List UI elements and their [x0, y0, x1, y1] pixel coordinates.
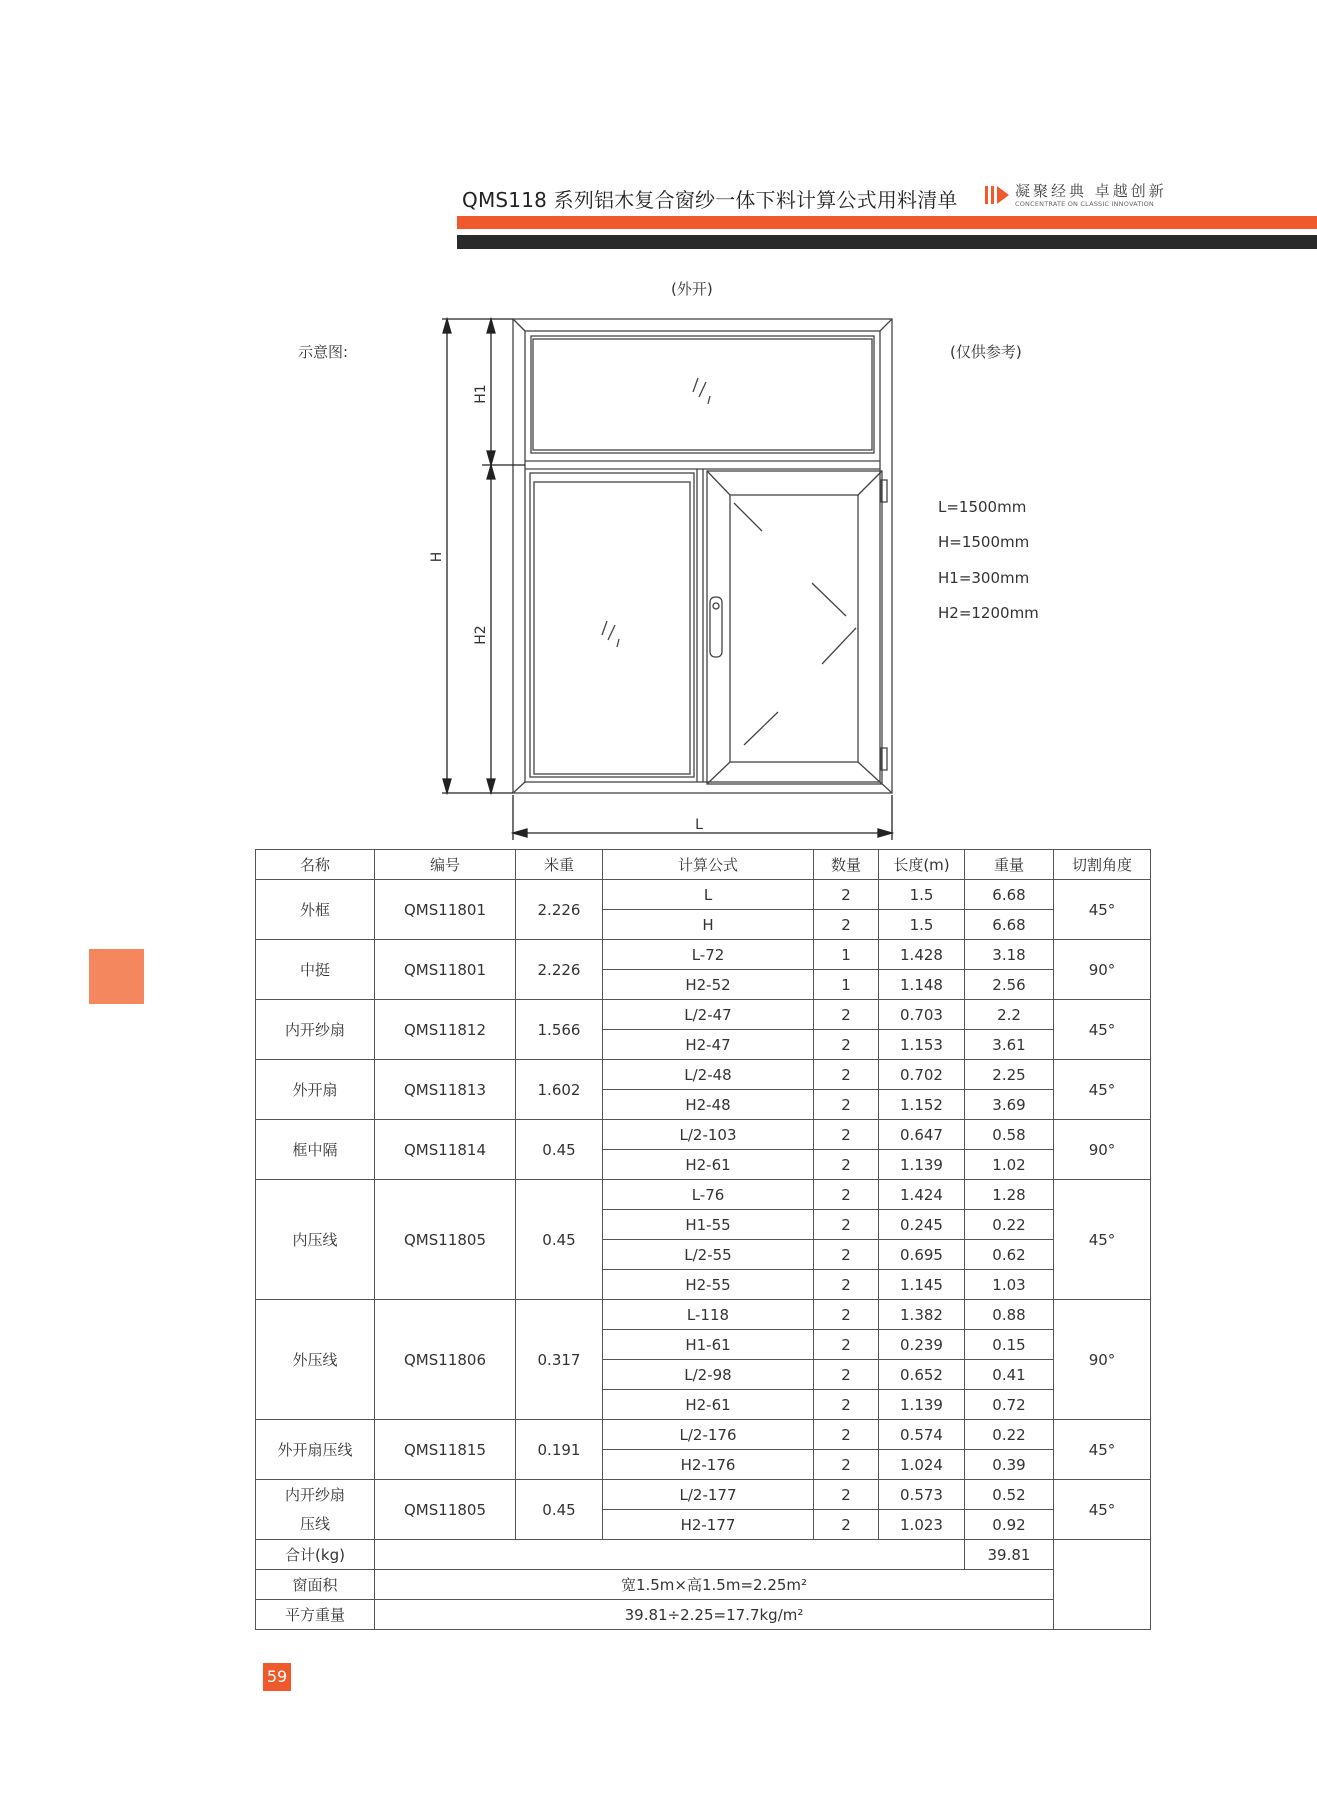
cell-quantity: 2 [814, 1120, 879, 1150]
cell-name: 内压线 [256, 1180, 375, 1300]
cell-cut-angle: 45° [1054, 1180, 1151, 1300]
cell-length: 0.703 [879, 1000, 965, 1030]
cell-cut-angle: 90° [1054, 1300, 1151, 1420]
table-row [256, 1300, 1151, 1330]
cell-quantity: 1 [814, 940, 879, 970]
table-row [256, 1000, 1151, 1030]
cell-cut-angle: 90° [1054, 940, 1151, 1000]
table-row [256, 1420, 1151, 1450]
cell-length: 0.652 [879, 1360, 965, 1390]
cell-weight: 2.25 [965, 1060, 1054, 1090]
cell-quantity: 2 [814, 1330, 879, 1360]
cell-weight: 0.58 [965, 1120, 1054, 1150]
cell-formula: L-72 [603, 940, 814, 970]
cell-meter-weight: 0.45 [516, 1120, 603, 1180]
brand-slogan-cn: 凝聚经典 卓越创新 [1015, 182, 1167, 200]
cell-quantity: 2 [814, 1300, 879, 1330]
cell-quantity: 2 [814, 1360, 879, 1390]
table-row [256, 1180, 1151, 1210]
cell-formula: H2-61 [603, 1150, 814, 1180]
header-length: 长度(m) [879, 850, 965, 880]
cell-quantity: 2 [814, 880, 879, 910]
cell-cut-angle: 45° [1054, 1420, 1151, 1480]
table-row [256, 1480, 1151, 1510]
label-H2: H2 [473, 625, 489, 645]
cell-name: 中挺 [256, 940, 375, 1000]
cell-length: 1.5 [879, 910, 965, 940]
cell-formula: H1-55 [603, 1210, 814, 1240]
cell-length: 0.573 [879, 1480, 965, 1510]
header-formula: 计算公式 [603, 850, 814, 880]
label-H1: H1 [473, 384, 489, 404]
area-row [256, 1570, 1151, 1600]
window-schematic [0, 0, 1317, 860]
cell-weight: 0.62 [965, 1240, 1054, 1270]
cell-quantity: 2 [814, 1510, 879, 1540]
cell-cut-angle: 45° [1054, 1060, 1151, 1120]
cell-weight: 1.03 [965, 1270, 1054, 1300]
cell-quantity: 2 [814, 1270, 879, 1300]
cell-meter-weight: 1.566 [516, 1000, 603, 1060]
cell-length: 1.382 [879, 1300, 965, 1330]
cell-quantity: 2 [814, 1480, 879, 1510]
cell-length: 1.428 [879, 940, 965, 970]
schematic-label: 示意图: [298, 343, 349, 361]
side-color-block [89, 949, 144, 1004]
cell-formula: H2-177 [603, 1510, 814, 1540]
cell-formula: H2-47 [603, 1030, 814, 1060]
cell-name: 内开纱扇 [256, 1000, 375, 1060]
cell-meter-weight: 1.602 [516, 1060, 603, 1120]
cell-quantity: 2 [814, 1030, 879, 1060]
header-meter-weight: 米重 [516, 850, 603, 880]
cell-formula: H2-52 [603, 970, 814, 1000]
cell-quantity: 2 [814, 1240, 879, 1270]
cell-meter-weight: 2.226 [516, 880, 603, 940]
brand-slogan-en: CONCENTRATE ON CLASSIC INNOVATION [1015, 200, 1154, 208]
cell-formula: L/2-176 [603, 1420, 814, 1450]
cell-length: 1.152 [879, 1090, 965, 1120]
cell-weight: 6.68 [965, 880, 1054, 910]
cell-quantity: 1 [814, 970, 879, 1000]
cell-length: 0.695 [879, 1240, 965, 1270]
total-label: 合计(kg) [256, 1540, 375, 1570]
cell-weight: 1.28 [965, 1180, 1054, 1210]
header-name: 名称 [256, 850, 375, 880]
cell-name: 外压线 [256, 1300, 375, 1420]
cell-quantity: 2 [814, 1420, 879, 1450]
cell-quantity: 2 [814, 1390, 879, 1420]
page-number: 59 [263, 1663, 291, 1691]
cell-code: QMS11806 [375, 1300, 516, 1420]
cell-cut-angle: 45° [1054, 880, 1151, 940]
table-header-row [256, 850, 1151, 880]
cell-formula: H1-61 [603, 1330, 814, 1360]
header-code: 编号 [375, 850, 516, 880]
cell-length: 0.647 [879, 1120, 965, 1150]
cell-formula: L/2-47 [603, 1000, 814, 1030]
cell-cut-angle: 45° [1054, 1480, 1151, 1540]
cell-length: 1.424 [879, 1180, 965, 1210]
cell-cut-angle: 90° [1054, 1120, 1151, 1180]
label-H: H [429, 551, 445, 563]
cell-formula: H2-176 [603, 1450, 814, 1480]
area-label: 窗面积 [256, 1570, 375, 1600]
page-title: QMS118 系列铝木复合窗纱一体下料计算公式用料清单 [462, 188, 958, 212]
cell-name: 框中隔 [256, 1120, 375, 1180]
cell-formula: H2-48 [603, 1090, 814, 1120]
cell-weight: 0.39 [965, 1450, 1054, 1480]
cell-weight: 3.18 [965, 940, 1054, 970]
cell-length: 1.153 [879, 1030, 965, 1060]
table-row [256, 940, 1151, 970]
cell-length: 0.702 [879, 1060, 965, 1090]
cell-weight: 2.56 [965, 970, 1054, 1000]
footer-blank-cell [1054, 1540, 1151, 1630]
cell-code: QMS11801 [375, 880, 516, 940]
cell-weight: 0.41 [965, 1360, 1054, 1390]
cell-code: QMS11813 [375, 1060, 516, 1120]
cell-weight: 3.69 [965, 1090, 1054, 1120]
total-row [256, 1540, 1151, 1570]
cell-formula: L/2-177 [603, 1480, 814, 1510]
cell-length: 0.574 [879, 1420, 965, 1450]
opening-type-label: (外开) [671, 280, 713, 298]
cell-formula: L/2-98 [603, 1360, 814, 1390]
cell-weight: 0.52 [965, 1480, 1054, 1510]
cell-name: 外开扇压线 [256, 1420, 375, 1480]
cell-quantity: 2 [814, 1210, 879, 1240]
cell-length: 1.139 [879, 1390, 965, 1420]
cell-name-line: 内开纱扇 [284, 1485, 345, 1504]
cell-quantity: 2 [814, 1090, 879, 1120]
cell-name: 外开扇 [256, 1060, 375, 1120]
materials-table [255, 849, 1151, 1630]
dimension-L: L=1500mm [938, 498, 1027, 516]
cell-formula: L/2-55 [603, 1240, 814, 1270]
unit-weight-value: 39.81÷2.25=17.7kg/m² [375, 1600, 1054, 1630]
cell-quantity: 2 [814, 1150, 879, 1180]
cell-length: 0.239 [879, 1330, 965, 1360]
cell-quantity: 2 [814, 1180, 879, 1210]
cell-formula: L/2-103 [603, 1120, 814, 1150]
cell-formula: H2-61 [603, 1390, 814, 1420]
cell-code: QMS11815 [375, 1420, 516, 1480]
table-row [256, 1120, 1151, 1150]
cell-weight: 0.88 [965, 1300, 1054, 1330]
total-spacer [375, 1540, 965, 1570]
header-quantity: 数量 [814, 850, 879, 880]
dimension-H: H=1500mm [938, 533, 1030, 551]
area-value: 宽1.5m×高1.5m=2.25m² [375, 1570, 1054, 1600]
cell-weight: 3.61 [965, 1030, 1054, 1060]
cell-length: 1.148 [879, 970, 965, 1000]
cell-name: 外框 [256, 880, 375, 940]
cell-meter-weight: 0.45 [516, 1480, 603, 1540]
cell-weight: 1.02 [965, 1150, 1054, 1180]
dimension-H2: H2=1200mm [938, 604, 1039, 622]
table-row [256, 1060, 1151, 1090]
unit-weight-row [256, 1600, 1151, 1630]
cell-quantity: 2 [814, 1060, 879, 1090]
unit-weight-label: 平方重量 [256, 1600, 375, 1630]
header-cut-angle: 切割角度 [1054, 850, 1151, 880]
cell-cut-angle: 45° [1054, 1000, 1151, 1060]
cell-weight: 0.22 [965, 1210, 1054, 1240]
cell-meter-weight: 0.191 [516, 1420, 603, 1480]
cell-length: 1.5 [879, 880, 965, 910]
cell-length: 1.023 [879, 1510, 965, 1540]
cell-weight: 0.15 [965, 1330, 1054, 1360]
header-weight: 重量 [965, 850, 1054, 880]
dimension-H1: H1=300mm [938, 569, 1030, 587]
total-value: 39.81 [965, 1540, 1054, 1570]
cell-length: 1.024 [879, 1450, 965, 1480]
cell-code: QMS11805 [375, 1180, 516, 1300]
cell-formula: L [603, 880, 814, 910]
cell-code: QMS11801 [375, 940, 516, 1000]
cell-meter-weight: 0.45 [516, 1180, 603, 1300]
cell-length: 1.145 [879, 1270, 965, 1300]
cell-weight: 2.2 [965, 1000, 1054, 1030]
cell-code: QMS11814 [375, 1120, 516, 1180]
cell-code: QMS11812 [375, 1000, 516, 1060]
cell-quantity: 2 [814, 910, 879, 940]
label-L: L [695, 817, 703, 833]
cell-length: 1.139 [879, 1150, 965, 1180]
cell-formula: L-76 [603, 1180, 814, 1210]
cell-name [256, 1480, 375, 1540]
cell-name-line: 压线 [299, 1514, 330, 1533]
cell-weight: 0.92 [965, 1510, 1054, 1540]
cell-quantity: 2 [814, 1000, 879, 1030]
table-row [256, 880, 1151, 910]
cell-formula: L-118 [603, 1300, 814, 1330]
cell-formula: L/2-48 [603, 1060, 814, 1090]
cell-weight: 0.72 [965, 1390, 1054, 1420]
cell-code: QMS11805 [375, 1480, 516, 1540]
cell-quantity: 2 [814, 1450, 879, 1480]
cell-meter-weight: 2.226 [516, 940, 603, 1000]
cell-formula: H2-55 [603, 1270, 814, 1300]
cell-weight: 0.22 [965, 1420, 1054, 1450]
reference-note: (仅供参考) [950, 343, 1022, 361]
cell-formula: H [603, 910, 814, 940]
cell-weight: 6.68 [965, 910, 1054, 940]
cell-length: 0.245 [879, 1210, 965, 1240]
cell-meter-weight: 0.317 [516, 1300, 603, 1420]
